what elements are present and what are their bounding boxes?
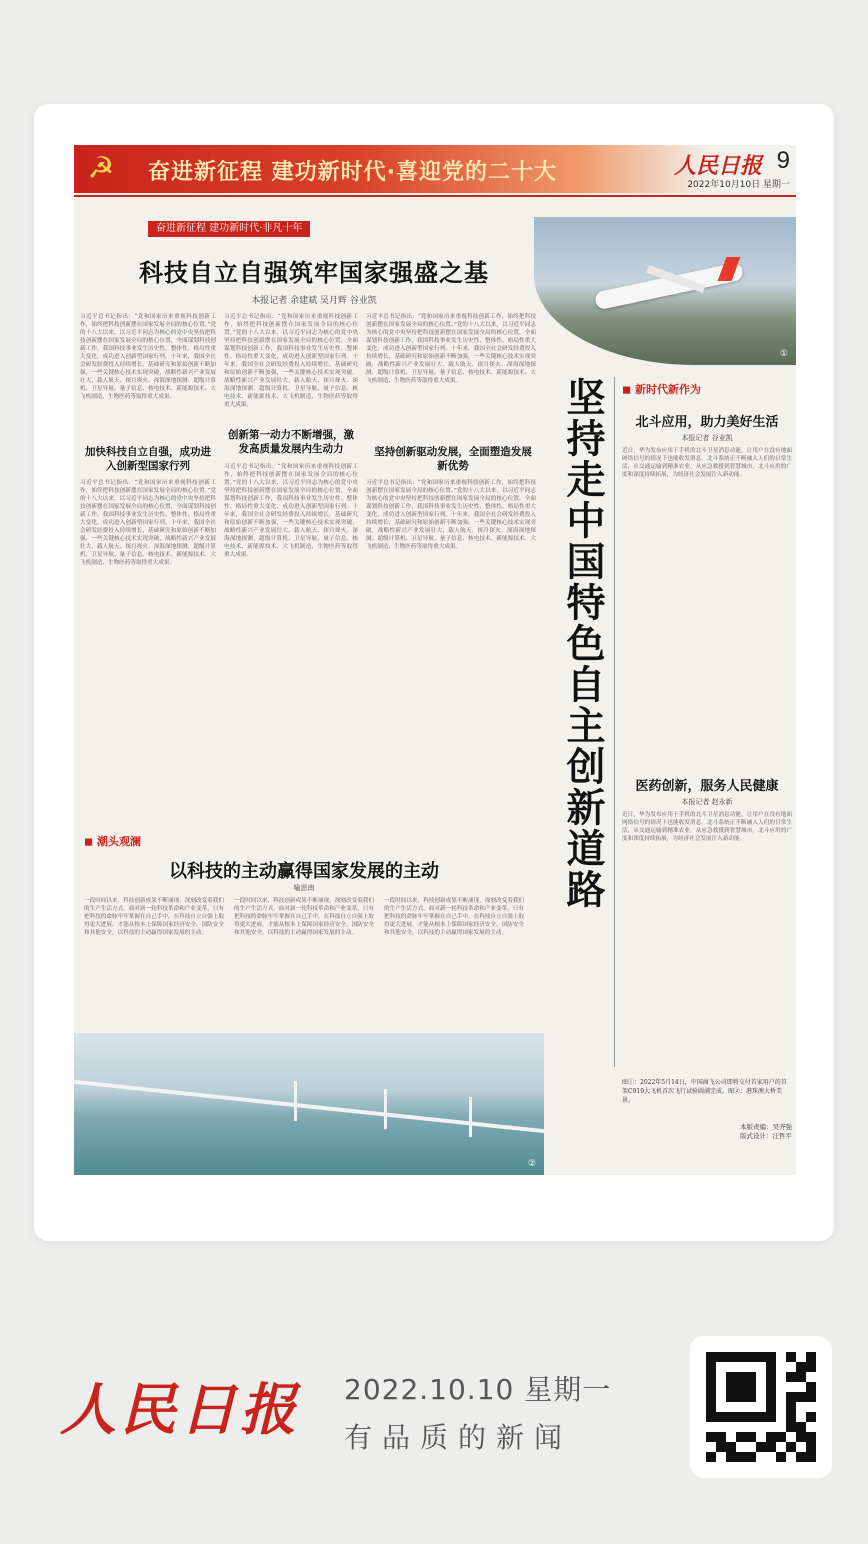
main-body-col3: 习近平总书记指出：“党和国家历来重视科技创新工作，始终把科技创新摆在国家发展全局的核心位置。”党的十八大以来，以习近平同志为核心的党中央坚持把科技创新摆在国家发展全局的核心位置，全面谋划科技创新工作，我国科技事业发生历史性、整体性、格局性重大变化，成功进入创新型国家行列。十年来，我国全社会研发经费投入持续增长，基础研究和原始创新不断加强，一些关键核心技术实现突破，战略性新兴产业发展壮大，载人航天、探月探火、深海深地探测、超级计算机、卫星导航、量子信息、核电技术、新能源技术、大飞机制造、生物医药等取得重大成果。 xyxy=(366,314,536,384)
photo-number: ① xyxy=(779,349,788,359)
footer-slogan: 有品质的新闻 xyxy=(344,1421,573,1454)
plane-photo[interactable] xyxy=(534,217,796,365)
right-article1-headline: 北斗应用，助力美好生活 xyxy=(635,415,779,430)
feature-vertical-headline: 坚持走中国特色自主创新道路 xyxy=(560,377,606,910)
main-body-col2b: 习近平总书记指出：“党和国家历来重视科技创新工作，始终把科技创新摆在国家发展全局的核心位置。”党的十八大以来，以习近平同志为核心的党中央坚持把科技创新摆在国家发展全局的核心位置，全面谋划科技创新工作，我国科技事业发生历史性、整体性、格局性重大变化，成功进入创新型国家行列。十年来，我国全社会研发经费投入持续增长，基础研究和原始创新不断加强，一些关键核心技术实现突破，战略性新兴产业发展壮大，载人航天、探月探火、深海深地探测、超级计算机、卫星导航、量子信息、核电技术、新能源技术、大飞机制造、生物医药等取得重大成果。 xyxy=(224,464,358,558)
section-tag: 奋进新征程 建功新时代·非凡十年 xyxy=(148,221,310,237)
page-number: 9 xyxy=(776,147,790,174)
right-column-tag: ◼ 新时代新作为 xyxy=(622,383,701,396)
right-article2-byline: 本报记者 赵永新 xyxy=(681,798,733,806)
lower-body-col1: 一段时间以来，科技创新成果不断涌现，深刻改变着我们的生产生活方式。面对新一轮科技革命和产业变革，只有把科技的命脉牢牢掌握在自己手中，在科技自立自强上取得更大进展，才能从根本上保障国家经济安全、国防安全和其他安全，以科技的主动赢得国家发展的主动。 xyxy=(84,898,224,936)
main-subhead-1: 加快科技自立自强，成功进入创新型国家行列 xyxy=(85,446,211,472)
issue-date: 2022年10月10日 星期一 xyxy=(687,180,790,190)
qr-code-icon xyxy=(706,1352,816,1462)
page-credits: 本版责编：吴齐强 版式设计：汪哲平 xyxy=(740,1123,792,1140)
main-headline: 科技自立自强筑牢国家强盛之基 xyxy=(139,258,489,287)
footer-logo: 人民日报 xyxy=(60,1377,300,1443)
photo-number: ② xyxy=(527,1159,536,1169)
main-body-col1: 习近平总书记指出：“党和国家历来重视科技创新工作，始终把科技创新摆在国家发展全局的核心位置。”党的十八大以来，以习近平同志为核心的党中央坚持把科技创新摆在国家发展全局的核心位置，全面谋划科技创新工作，我国科技事业发生历史性、整体性、格局性重大变化，成功进入创新型国家行列。十年来，我国全社会研发经费投入持续增长，基础研究和原始创新不断加强，一些关键核心技术实现突破，战略性新兴产业发展壮大，载人航天、探月探火、深海深地探测、超级计算机、卫星导航、量子信息、核电技术、新能源技术、大飞机制造、生物医药等取得重大成果。 xyxy=(80,314,216,400)
lower-headline: 以科技的主动赢得国家发展的主动 xyxy=(169,861,439,882)
lower-column-tag: ◼ 潮头观澜 xyxy=(84,835,141,848)
header-rule xyxy=(74,195,796,197)
right-article1-body: 近日，华为发布应用于手机的北斗卫星消息功能，让用户在没有地面网络信号的情况下也能收发消息。北斗系统正不断融入人们的日常生活，从交通运输到精准农业，从应急救援到智慧城市，北斗应用的广度和深度持续拓展，为经济社会发展注入新动能。 xyxy=(622,448,792,478)
main-body-col2: 习近平总书记指出：“党和国家历来重视科技创新工作，始终把科技创新摆在国家发展全局的核心位置。”党的十八大以来，以习近平同志为核心的党中央坚持把科技创新摆在国家发展全局的核心位置，全面谋划科技创新工作，我国科技事业发生历史性、整体性、格局性重大变化，成功进入创新型国家行列。十年来，我国全社会研发经费投入持续增长，基础研究和原始创新不断加强，一些关键核心技术实现突破，战略性新兴产业发展壮大，载人航天、探月探火、深海深地探测、超级计算机、卫星导航、量子信息、核电技术、新能源技术、大飞机制造、生物医药等取得重大成果。 xyxy=(224,314,358,408)
newspaper-page[interactable] xyxy=(74,145,796,1175)
right-article2-headline: 医药创新，服务人民健康 xyxy=(635,779,779,794)
bridge-photo[interactable] xyxy=(74,1033,544,1175)
main-subhead-2: 创新第一动力不断增强，激发高质量发展内生动力 xyxy=(228,429,354,455)
lower-body-col2: 一段时间以来，科技创新成果不断涌现，深刻改变着我们的生产生活方式。面对新一轮科技革命和产业变革，只有把科技的命脉牢牢掌握在自己手中，在科技自立自强上取得更大进展，才能从根本上保障国家经济安全、国防安全和其他安全，以科技的主动赢得国家发展的主动。 xyxy=(234,898,374,936)
party-emblem-icon: ☭ xyxy=(87,151,115,186)
column-divider xyxy=(614,377,615,1067)
banner-title: 奋进新征程 建功新时代·喜迎党的二十大 xyxy=(148,160,558,185)
main-subhead-3: 坚持创新驱动发展，全面塑造发展新优势 xyxy=(374,446,532,472)
lower-body-col3: 一段时间以来，科技创新成果不断涌现，深刻改变着我们的生产生活方式。面对新一轮科技革命和产业变革，只有把科技的命脉牢牢掌握在自己手中，在科技自立自强上取得更大进展，才能从根本上保障国家经济安全、国防安全和其他安全，以科技的主动赢得国家发展的主动。 xyxy=(384,898,524,936)
right-article2-body: 近日，华为发布应用于手机的北斗卫星消息功能，让用户在没有地面网络信号的情况下也能收发消息。北斗系统正不断融入人们的日常生活，从交通运输到精准农业，从应急救援到智慧城市，北斗应用的广度和深度持续拓展，为经济社会发展注入新动能。 xyxy=(622,812,792,842)
main-byline: 本报记者 余建斌 吴月辉 谷业凯 xyxy=(251,296,377,306)
lower-byline: 喻思南 xyxy=(293,884,315,892)
footer-date: 2022.10.10 星期一 xyxy=(344,1373,612,1406)
main-body-col1b: 习近平总书记指出：“党和国家历来重视科技创新工作，始终把科技创新摆在国家发展全局的核心位置。”党的十八大以来，以习近平同志为核心的党中央坚持把科技创新摆在国家发展全局的核心位置，全面谋划科技创新工作，我国科技事业发生历史性、整体性、格局性重大变化，成功进入创新型国家行列。十年来，我国全社会研发经费投入持续增长，基础研究和原始创新不断加强，一些关键核心技术实现突破，战略性新兴产业发展壮大，载人航天、探月探火、深海深地探测、超级计算机、卫星导航、量子信息、核电技术、新能源技术、大飞机制造、生物医药等取得重大成果。 xyxy=(80,480,216,566)
qr-code-card[interactable] xyxy=(690,1336,832,1478)
main-body-col3b: 习近平总书记指出：“党和国家历来重视科技创新工作，始终把科技创新摆在国家发展全局的核心位置。”党的十八大以来，以习近平同志为核心的党中央坚持把科技创新摆在国家发展全局的核心位置，全面谋划科技创新工作，我国科技事业发生历史性、整体性、格局性重大变化，成功进入创新型国家行列。十年来，我国全社会研发经费投入持续增长，基础研究和原始创新不断加强，一些关键核心技术实现突破，战略性新兴产业发展壮大，载人航天、探月探火、深海深地探测、超级计算机、卫星导航、量子信息、核电技术、新能源技术、大飞机制造、生物医药等取得重大成果。 xyxy=(366,480,536,550)
right-article1-byline: 本报记者 谷业凯 xyxy=(681,434,733,442)
photo-caption: 图①：2022年5月14日，中国商飞公司即将交付首家用户的首架C919大飞机首次飞行试验圆满完成。图②：港珠澳大桥美景。 xyxy=(622,1079,787,1104)
bridge-deck xyxy=(74,1078,544,1136)
masthead-logo: 人民日报 xyxy=(673,153,762,179)
